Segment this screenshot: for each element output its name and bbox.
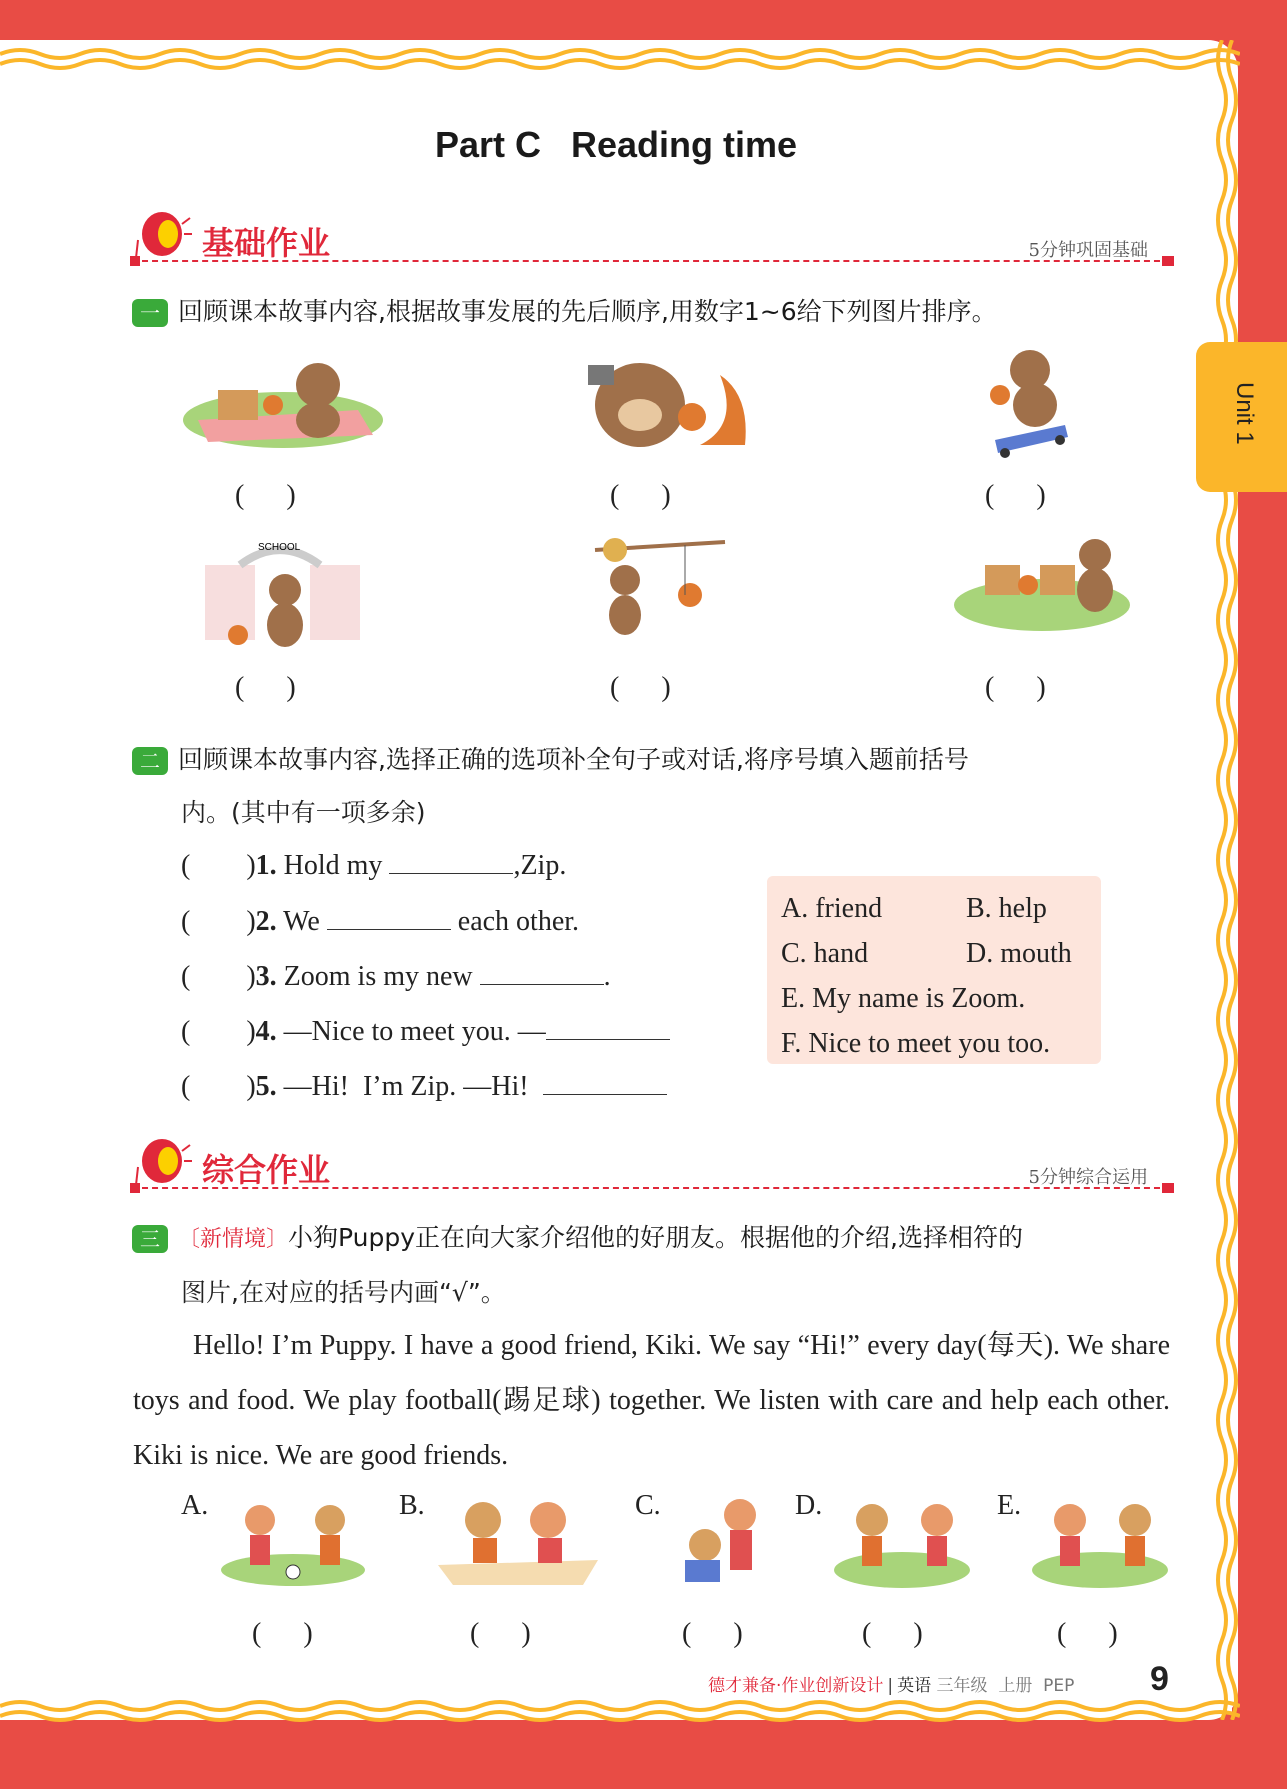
option-e: E. My name is Zoom. [781, 983, 1026, 1014]
option-a: A. friend [781, 893, 883, 924]
picture-walking-together [1030, 1490, 1170, 1590]
option-d: D. mouth [966, 938, 1072, 969]
page-number: 9 [1150, 1660, 1169, 1698]
picture-school-gate [200, 535, 360, 655]
bottom-wave-decoration [0, 1698, 1240, 1728]
check-blank-e[interactable]: ( ) [1057, 1618, 1118, 1649]
blank-line[interactable] [327, 904, 451, 930]
blank-line[interactable] [543, 1069, 667, 1095]
svg-text:SCHOOL: SCHOOL [258, 542, 301, 553]
picture-label-a: A. [181, 1490, 209, 1521]
option-b: B. help [966, 893, 1047, 924]
answer-blank-3[interactable]: ( ) [985, 480, 1046, 511]
new-context-tag: 〔新情境〕 [178, 1227, 289, 1252]
section-title: 基础作业 [202, 224, 331, 262]
options-box [767, 876, 1101, 1064]
footer: 德才兼备·作业创新设计 | 英语 三年级 上册 PEP [708, 1676, 1075, 1696]
fill-item-1: ( )1. Hold my ,Zip. [181, 850, 567, 881]
question-text-cont: 图片,在对应的括号内画“√”。 [181, 1278, 506, 1307]
fill-item-5: ( )5. —Hi! I’m Zip. —Hi! [181, 1069, 667, 1103]
question-2-instruction [132, 740, 969, 776]
option-f: F. Nice to meet you too. [781, 1028, 1051, 1059]
footer-brand: 德才兼备·作业创新设计 [708, 1676, 884, 1696]
question-number-badge: 三 [132, 1225, 168, 1253]
answer-blank-1[interactable]: ( ) [235, 480, 296, 511]
unit-tab-label: Unit 1 [1231, 382, 1258, 445]
picture-label-d: D. [795, 1490, 823, 1521]
reading-passage: Hello! I’m Puppy. I have a good friend, Kiki. We say “Hi!” every day(每天). We share toys and food. We play football(踢足球) together. We listen with care and help each other. Kiki is nice. We are good friends. [133, 1330, 1170, 1471]
dashed-divider [132, 1187, 1170, 1189]
picture-scooter [980, 345, 1080, 460]
check-blank-a[interactable]: ( ) [252, 1618, 313, 1649]
answer-blank-2[interactable]: ( ) [610, 480, 671, 511]
unit-tab[interactable] [1196, 342, 1287, 492]
section-subtitle: 5分钟巩固基础 [1028, 240, 1148, 261]
picture-drawing-together [433, 1490, 603, 1585]
answer-paren[interactable]: ( ) [181, 906, 256, 937]
blank-line[interactable] [546, 1014, 670, 1040]
question-number-badge: 一 [132, 299, 168, 327]
picture-sharing-nuts [950, 535, 1135, 635]
question-number-badge: 二 [132, 747, 168, 775]
option-c: C. hand [781, 938, 869, 969]
picture-swing [585, 535, 735, 645]
trumpet-icon [132, 1137, 192, 1189]
trumpet-icon [132, 210, 192, 262]
question-text: 回顾课本故事内容,根据故事发展的先后顺序,用数字1~6给下列图片排序。 [178, 297, 997, 326]
check-blank-b[interactable]: ( ) [470, 1618, 531, 1649]
picture-label-b: B. [399, 1490, 425, 1521]
answer-paren[interactable]: ( ) [181, 850, 256, 881]
section-header-basic [130, 210, 1170, 270]
section-subtitle: 5分钟综合运用 [1028, 1167, 1148, 1188]
picture-picnic [178, 350, 388, 455]
picture-label-c: C. [635, 1490, 661, 1521]
fill-item-4: ( )4. —Nice to meet you. — [181, 1014, 670, 1048]
answer-blank-6[interactable]: ( ) [985, 672, 1046, 703]
answer-blank-4[interactable]: ( ) [235, 672, 296, 703]
page-title: Part C Reading time [434, 124, 798, 165]
fill-item-3: ( )3. Zoom is my new . [181, 961, 611, 992]
dashed-divider [132, 260, 1170, 262]
question-3-instruction [132, 1218, 1023, 1254]
check-blank-d[interactable]: ( ) [862, 1618, 923, 1649]
top-wave-decoration [0, 44, 1240, 74]
answer-paren[interactable]: ( ) [181, 1071, 256, 1102]
question-text-cont: 内。(其中有一项多余) [181, 798, 426, 827]
footer-subject: 英语 [897, 1676, 932, 1696]
check-blank-c[interactable]: ( ) [682, 1618, 743, 1649]
section-title: 综合作业 [202, 1151, 331, 1189]
picture-helping-up [670, 1490, 780, 1595]
right-wave-decoration [1212, 40, 1242, 1720]
footer-grade: 三年级 上册 PEP [931, 1676, 1075, 1696]
section-header-comprehensive [130, 1137, 1170, 1197]
question-text: 回顾课本故事内容,选择正确的选项补全句子或对话,将序号填入题前括号 [178, 745, 969, 774]
answer-paren[interactable]: ( ) [181, 961, 256, 992]
blank-line[interactable] [480, 959, 604, 985]
picture-football [218, 1490, 368, 1590]
answer-paren[interactable]: ( ) [181, 1016, 256, 1047]
picture-bear-photo [580, 345, 750, 450]
answer-blank-5[interactable]: ( ) [610, 672, 671, 703]
picture-label-e: E. [997, 1490, 1022, 1521]
picture-saying-hi [832, 1490, 972, 1590]
blank-line[interactable] [389, 848, 513, 874]
fill-item-2: ( )2. We each other. [181, 906, 580, 937]
question-text: 小狗Puppy正在向大家介绍他的好朋友。根据他的介绍,选择相符的 [288, 1223, 1023, 1252]
question-1-instruction [132, 292, 997, 328]
